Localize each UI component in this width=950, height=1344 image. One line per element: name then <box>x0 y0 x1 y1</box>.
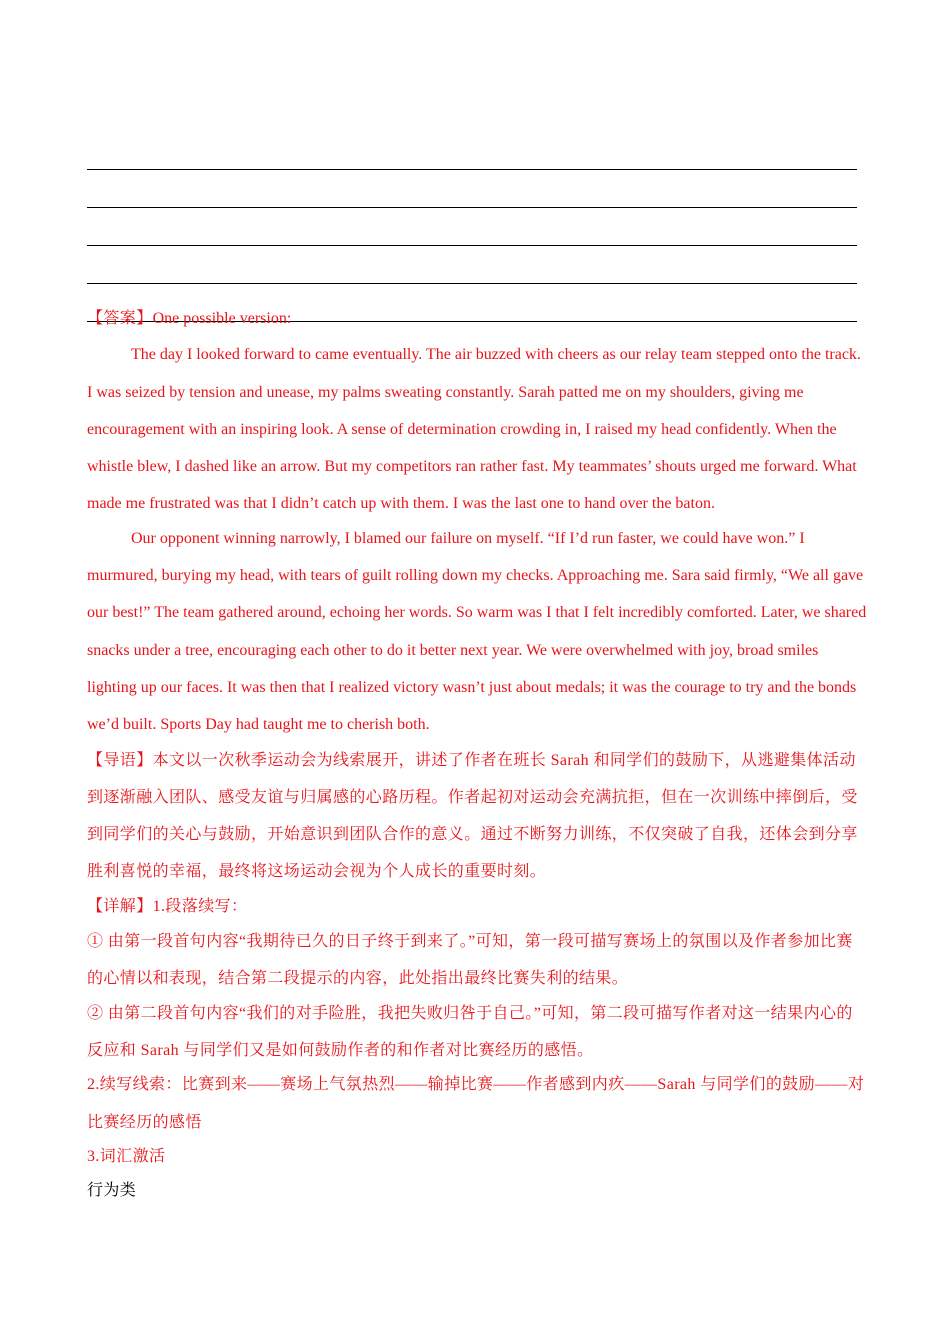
writing-line <box>87 208 857 246</box>
writing-line <box>87 246 857 284</box>
answer-writing-lines <box>87 132 857 322</box>
detail-item-2: ② 由第二段首句内容“我们的对手险胜，我把失败归咎于自己。”可知，第二段可描写作者对这一结果内心的反应和 Sarah 与同学们又是如何鼓励作者的和作者对比赛经历的感悟。 <box>87 1004 853 1059</box>
guide-section <box>87 742 867 891</box>
writing-line <box>87 132 857 170</box>
detail-item-1: ① 由第一段首句内容“我期待已久的日子终于到来了。”可知，第一段可描写赛场上的氛围以及作者参加比赛的心情以和表现，结合第二段提示的内容，此处指出最终比赛失利的结果。 <box>87 933 853 988</box>
guide-text: 本文以一次秋季运动会为线索展开，讲述了作者在班长 Sarah 和同学们的鼓励下，从逃避集体活动到逐渐融入团队、感受友谊与归属感的心路历程。作者起初对运动会充满抗拒，但在一次训练中摔倒后，受到同学们的关心与鼓励，开始意识到团队合作的意义。通过不断努力训练，不仅突破了自我，还体会到分享胜利喜悦的幸福，最终将这场运动会视为个人成长的重要时刻。 <box>87 751 858 881</box>
answer-header <box>87 300 867 337</box>
answer-intro: One possible version: <box>152 310 292 327</box>
vocabulary-heading: 3.词汇激活 <box>87 1147 166 1165</box>
answer-label: 【答案】 <box>87 310 153 327</box>
detail-label: 【详解】 <box>87 897 153 915</box>
model-essay-paragraph-2: Our opponent winning narrowly, I blamed our failure on myself. “If I’d run faster, we could have won.” I murmured, burying my head, with tears of guilt rolling down my checks. Approaching me. Sara said firmly, “We all gave our best!” The team gathered around, echoing her words. So warm was I that I felt incredibly comforted. Later, we shared snacks under a tree, encouraging each other to do it better next year. We were overwhelmed with joy, broad smiles lighting up our faces. It was then that I realized victory wasn’t just about medals; it was the courage to try and the bonds we’d built. Sports Day had taught me to cherish both. <box>87 529 867 734</box>
guide-label: 【导语】 <box>87 751 153 769</box>
detail-header <box>87 888 867 925</box>
writing-line <box>87 170 857 208</box>
continuation-clues: 2.续写线索：比赛到来——赛场上气氛热烈——输掉比赛——作者感到内疚——Sarah 与同学们的鼓励——对比赛经历的感悟 <box>87 1076 865 1131</box>
answer-explanation <box>87 300 867 1209</box>
model-essay-paragraph-1: The day I looked forward to came eventually. The air buzzed with cheers as our relay team stepped onto the track. I was seized by tension and unease, my palms sweating constantly. Sarah patted me on my shoulders, giving me encouragement with an inspiring look. A sense of determination crowding in, I raised my head confidently. When the whistle blew, I dashed like an arrow. But my competitors ran rather fast. My teammates’ shouts urged me forward. What made me frustrated was that I didn’t catch up with them. I was the last one to hand over the baton. <box>87 346 861 513</box>
detail-heading: 1.段落续写： <box>152 897 248 915</box>
vocabulary-category: 行为类 <box>87 1182 137 1200</box>
